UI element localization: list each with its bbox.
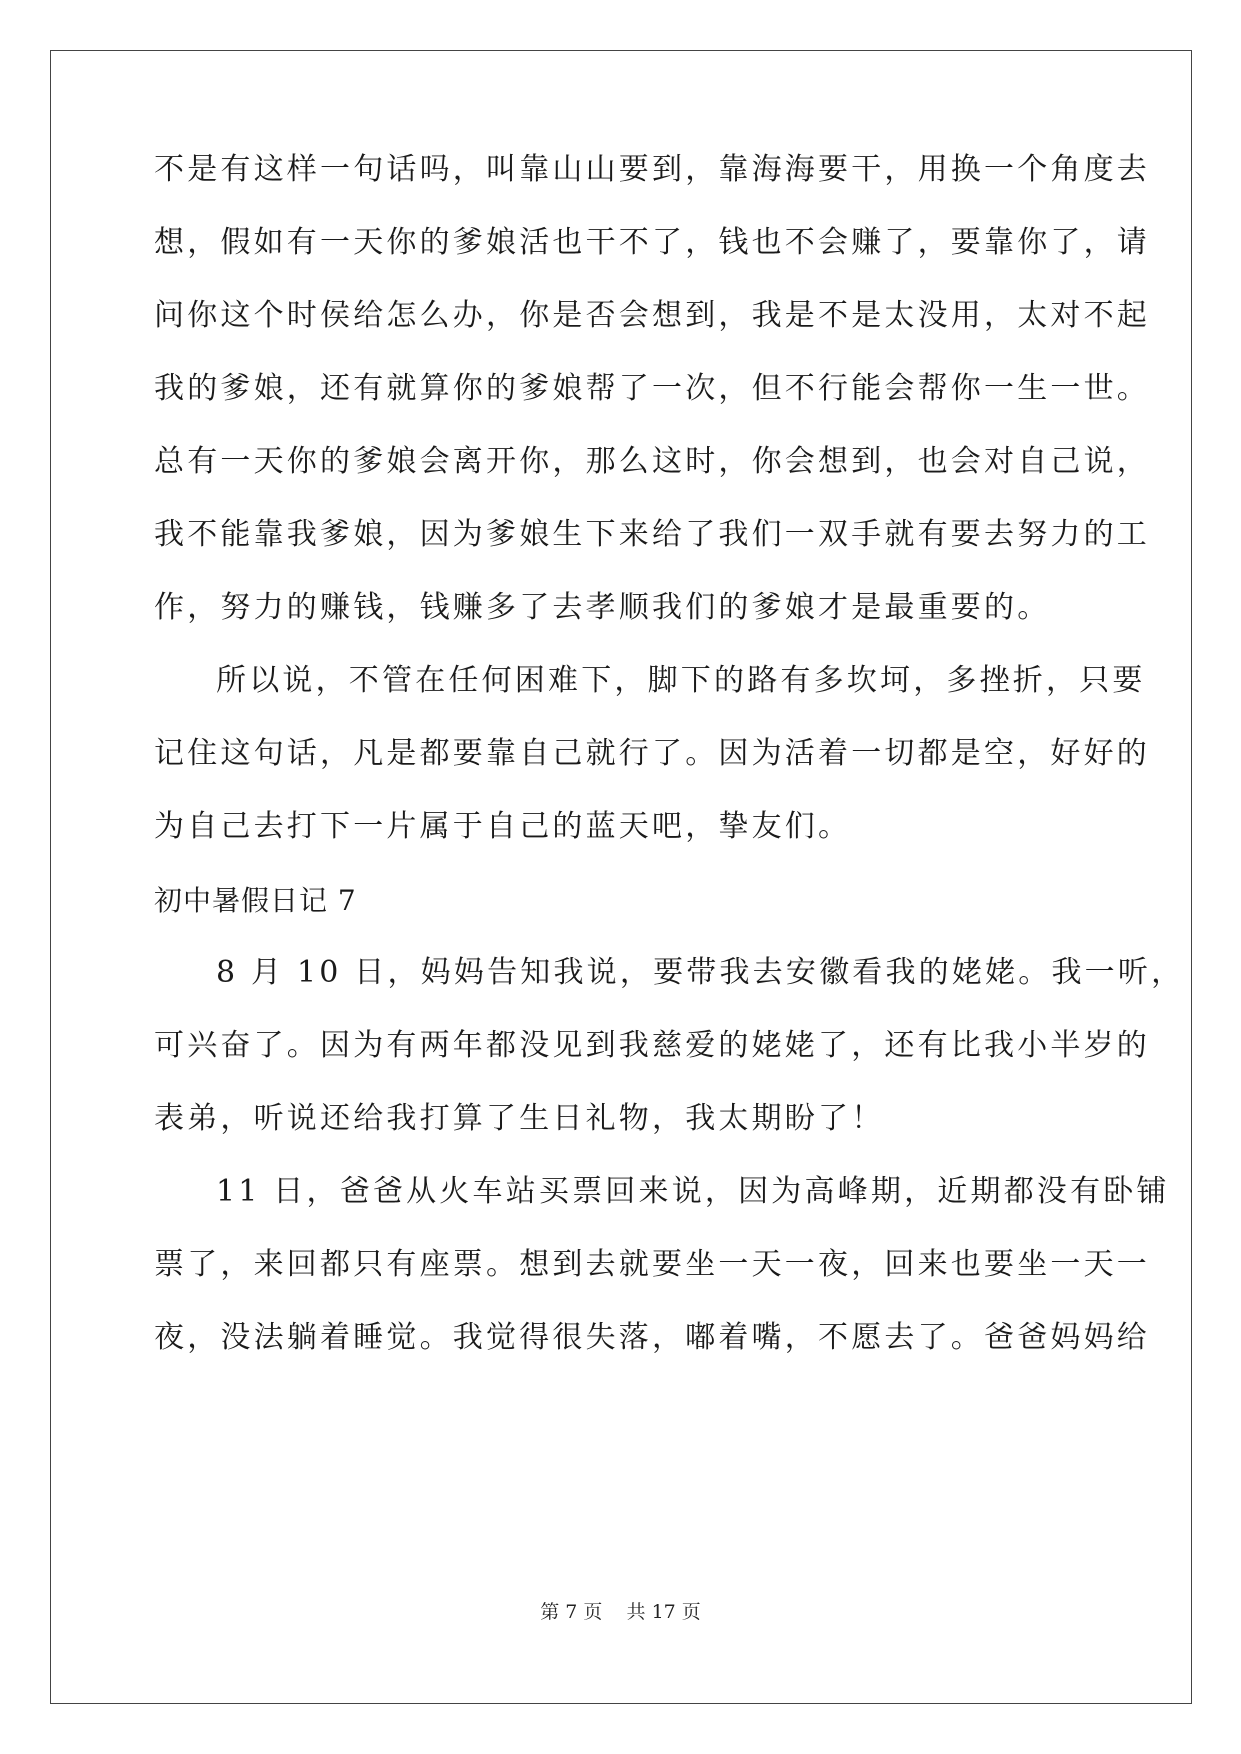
text-line: 我的爹娘，还有就算你的爹娘帮了一次，但不行能会帮你一生一世。 xyxy=(154,371,1150,406)
text-line: 作，努力的赚钱，钱赚多了去孝顺我们的爹娘才是最重要的。 xyxy=(154,590,1051,625)
text-line: 总有一天你的爹娘会离开你，那么这时，你会想到，也会对自己说， xyxy=(154,444,1150,479)
text-line: 可兴奋了。因为有两年都没见到我慈爱的姥姥了，还有比我小半岁的 xyxy=(154,1028,1150,1063)
text-line: 票了，来回都只有座票。想到去就要坐一天一夜，回来也要坐一天一 xyxy=(154,1247,1150,1282)
text-line: 表弟，听说还给我打算了生日礼物，我太期盼了！ xyxy=(154,1101,885,1136)
text-line: 我不能靠我爹娘，因为爹娘生下来给了我们一双手就有要去努力的工 xyxy=(154,517,1150,552)
paragraph-first-line: 11 日，爸爸从火车站买票回来说，因为高峰期，近期都没有卧铺 xyxy=(216,1174,1170,1209)
text-line: 想，假如有一天你的爹娘活也干不了，钱也不会赚了，要靠你了，请 xyxy=(154,225,1150,260)
section-heading: 初中暑假日记 7 xyxy=(154,884,357,917)
text-line: 夜，没法躺着睡觉。我觉得很失落，嘟着嘴，不愿去了。爸爸妈妈给 xyxy=(154,1320,1150,1355)
paragraph-first-line: 所以说，不管在任何困难下，脚下的路有多坎坷，多挫折，只要 xyxy=(216,663,1146,698)
page-number-footer: 第 7 页 共 17 页 xyxy=(540,1601,701,1623)
text-line: 不是有这样一句话吗，叫靠山山要到，靠海海要干，用换一个角度去 xyxy=(154,152,1150,187)
text-line: 记住这句话，凡是都要靠自己就行了。因为活着一切都是空，好好的 xyxy=(154,736,1150,771)
text-line: 问你这个时侯给怎么办，你是否会想到，我是不是太没用，太对不起 xyxy=(154,298,1150,333)
text-line: 为自己去打下一片属于自己的蓝天吧，挚友们。 xyxy=(154,809,852,844)
paragraph-first-line: 8 月 10 日，妈妈告知我说，要带我去安徽看我的姥姥。我一听， xyxy=(216,955,1185,990)
